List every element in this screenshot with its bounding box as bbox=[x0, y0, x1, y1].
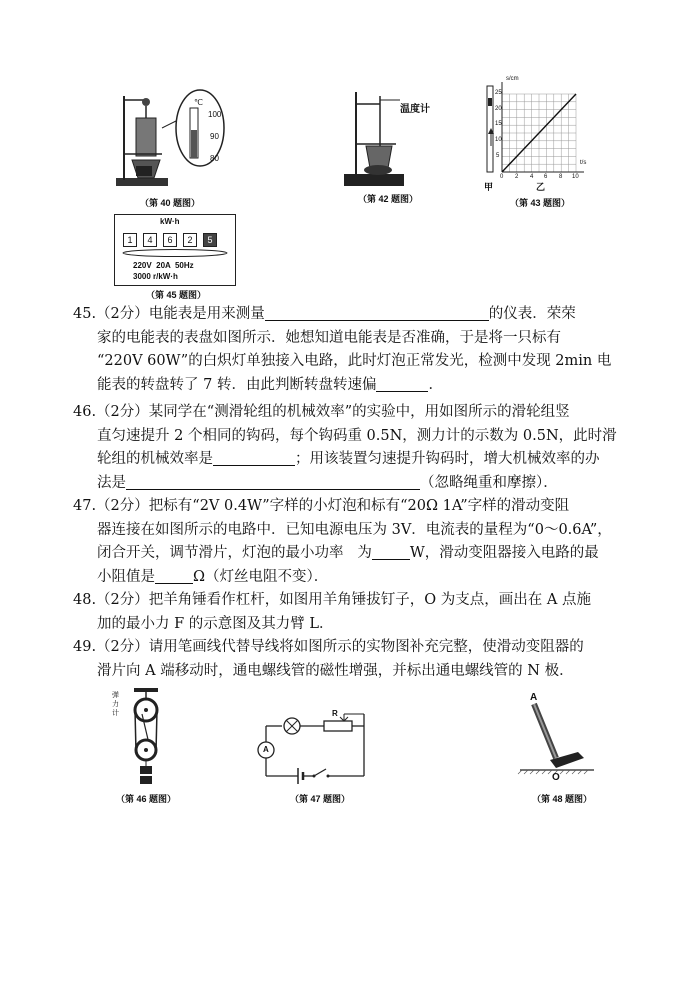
fig43-ytick-25: 25 bbox=[495, 90, 502, 96]
fig42-label: 温度计 bbox=[400, 104, 430, 115]
question-49 bbox=[73, 636, 613, 683]
q47-line3b: W，滑动变阻器接入电路的最 bbox=[409, 545, 599, 561]
fig43-xtick-2: 2 bbox=[515, 174, 519, 180]
figure-42 bbox=[340, 88, 440, 188]
fig45-spec2: 3000 r/kW·h bbox=[133, 272, 178, 281]
fig43-xtick-8: 8 bbox=[559, 174, 563, 180]
fig47-ammeter-label: A bbox=[263, 745, 269, 754]
fig43-bottom-label: 乙 bbox=[536, 182, 546, 192]
fig40-scale-90: 90 bbox=[210, 132, 219, 141]
q46-line4b: （忽略绳重和摩擦）． bbox=[420, 474, 558, 491]
question-48 bbox=[73, 589, 613, 636]
figure-46 bbox=[112, 688, 172, 786]
figure-47 bbox=[252, 708, 370, 788]
q46-line2: 直匀速提升 2 个相同的钩码，每个钩码重 0.5N，测力计的示数为 0.5N，此时滑 bbox=[97, 427, 617, 444]
fig48-point-o: O bbox=[552, 772, 560, 783]
fig43-xtick-10: 10 bbox=[572, 174, 579, 180]
q47-line4b: Ω（灯丝电阻不变）． bbox=[193, 568, 329, 585]
fig45-spec1: 220V 20A 50Hz bbox=[133, 261, 194, 270]
q46-line4a: 法是 bbox=[97, 474, 126, 491]
q46-line3b: ；用该装置匀速提升钩码时，增大机械效率的办 bbox=[295, 451, 600, 467]
figure-46-drawing bbox=[112, 688, 172, 786]
fig45-digit-4: 2 bbox=[183, 233, 197, 247]
fig47-resistor-label: R bbox=[332, 709, 338, 718]
q45-line2: 家的电能表的表盘如图所示．她想知道电能表是否准确，于是将一只标有 bbox=[97, 329, 561, 346]
fig40-scale-80: 80 bbox=[210, 154, 219, 163]
fig42-caption: （第 42 题图） bbox=[358, 194, 419, 204]
q49-line1: 49.（2分）请用笔画线代替导线将如图所示的实物图补充完整，使滑动变阻器的 bbox=[73, 639, 584, 655]
fig45-digit-1: 1 bbox=[123, 233, 137, 247]
fig40-unit: ℃ bbox=[194, 98, 203, 107]
q47-line4a: 小阻值是 bbox=[97, 568, 155, 585]
fig45-digits bbox=[123, 230, 223, 248]
question-46 bbox=[73, 401, 617, 495]
q46-line1: 46.（2分）某同学在“测滑轮组的机械效率”的实验中，用如图所示的滑轮组竖 bbox=[73, 404, 570, 420]
fig45-unit: kW·h bbox=[160, 217, 180, 226]
q46-blank-2[interactable] bbox=[126, 474, 420, 490]
q47-line2: 器连接在如图所示的电路中．已知电源电压为 3V．电流表的量程为“0～0.6A”， bbox=[97, 521, 612, 538]
q45-blank-1[interactable] bbox=[265, 305, 489, 321]
fig45-digit-3: 6 bbox=[163, 233, 177, 247]
figure-45-meter bbox=[114, 214, 236, 286]
fig43-ytick-15: 15 bbox=[495, 121, 502, 127]
q45-line4a: 能表的转盘转了 7 转．由此判断转盘转速偏 bbox=[97, 376, 377, 393]
figure-43 bbox=[484, 76, 594, 194]
fig43-caption: （第 43 题图） bbox=[510, 198, 571, 208]
fig43-ytick-10: 10 bbox=[495, 137, 502, 143]
question-47 bbox=[73, 495, 613, 589]
fig43-ylabel: s/cm bbox=[506, 76, 519, 82]
q45-blank-2[interactable] bbox=[376, 376, 428, 392]
q46-blank-1[interactable] bbox=[213, 450, 295, 466]
q45-line4b: ． bbox=[428, 376, 443, 393]
question-45 bbox=[73, 303, 613, 397]
q47-line3a: 闭合开关，调节滑片，灯泡的最小功率 为 bbox=[97, 545, 372, 561]
fig45-caption: （第 45 题图） bbox=[146, 290, 207, 300]
fig47-caption: （第 47 题图） bbox=[290, 794, 351, 804]
q45-line1b: 的仪表．荣荣 bbox=[488, 306, 576, 322]
fig43-xtick-6: 6 bbox=[544, 174, 548, 180]
fig43-xtick-0: 0 bbox=[500, 174, 504, 180]
fig45-disc bbox=[115, 247, 235, 259]
fig43-left-label: 甲 bbox=[484, 182, 494, 192]
fig46-label-2: 力 bbox=[112, 701, 119, 708]
figure-47-drawing bbox=[252, 708, 370, 788]
fig46-caption: （第 46 题图） bbox=[116, 794, 177, 804]
q47-blank-1[interactable] bbox=[372, 544, 410, 560]
fig45-digit-2: 4 bbox=[143, 233, 157, 247]
fig43-xtick-4: 4 bbox=[530, 174, 534, 180]
fig43-xlabel: t/s bbox=[580, 160, 587, 166]
q47-line1: 47.（2分）把标有“2V 0.4W”字样的小灯泡和标有“20Ω 1A”字样的滑动变阻 bbox=[73, 498, 570, 514]
fig46-label-1: 弹 bbox=[112, 692, 119, 699]
figure-40 bbox=[110, 88, 230, 196]
q48-line1: 48.（2分）把羊角锤看作杠杆，如图用羊角锤拔钉子，O 为支点，画出在 A 点施 bbox=[73, 592, 591, 608]
q48-line2: 加的最小力 F 的示意图及其力臂 L． bbox=[97, 615, 334, 632]
q47-blank-2[interactable] bbox=[155, 568, 193, 584]
fig40-scale-100: 100 bbox=[208, 110, 222, 119]
fig43-ytick-5: 5 bbox=[496, 153, 500, 159]
q45-line3: “220V 60W”的白炽灯单独接入电路，此时灯泡正常发光，检测中发现 2min 电 bbox=[97, 353, 612, 369]
fig43-ytick-20: 20 bbox=[495, 106, 502, 112]
fig48-caption: （第 48 题图） bbox=[532, 794, 593, 804]
figure-48-drawing bbox=[512, 696, 602, 784]
fig48-point-a: A bbox=[530, 692, 538, 703]
figure-40-drawing bbox=[110, 88, 230, 196]
fig45-digit-5: 5 bbox=[203, 233, 217, 247]
figure-48 bbox=[512, 692, 602, 784]
q46-line3a: 轮组的机械效率是 bbox=[97, 451, 213, 467]
fig40-caption: （第 40 题图） bbox=[140, 198, 201, 208]
fig46-label-3: 计 bbox=[112, 710, 119, 717]
q45-line1a: 45.（2分）电能表是用来测量 bbox=[73, 306, 265, 322]
q49-line2: 滑片向 A 端移动时，通电螺线管的磁性增强，并标出通电螺线管的 N 极． bbox=[97, 662, 574, 679]
